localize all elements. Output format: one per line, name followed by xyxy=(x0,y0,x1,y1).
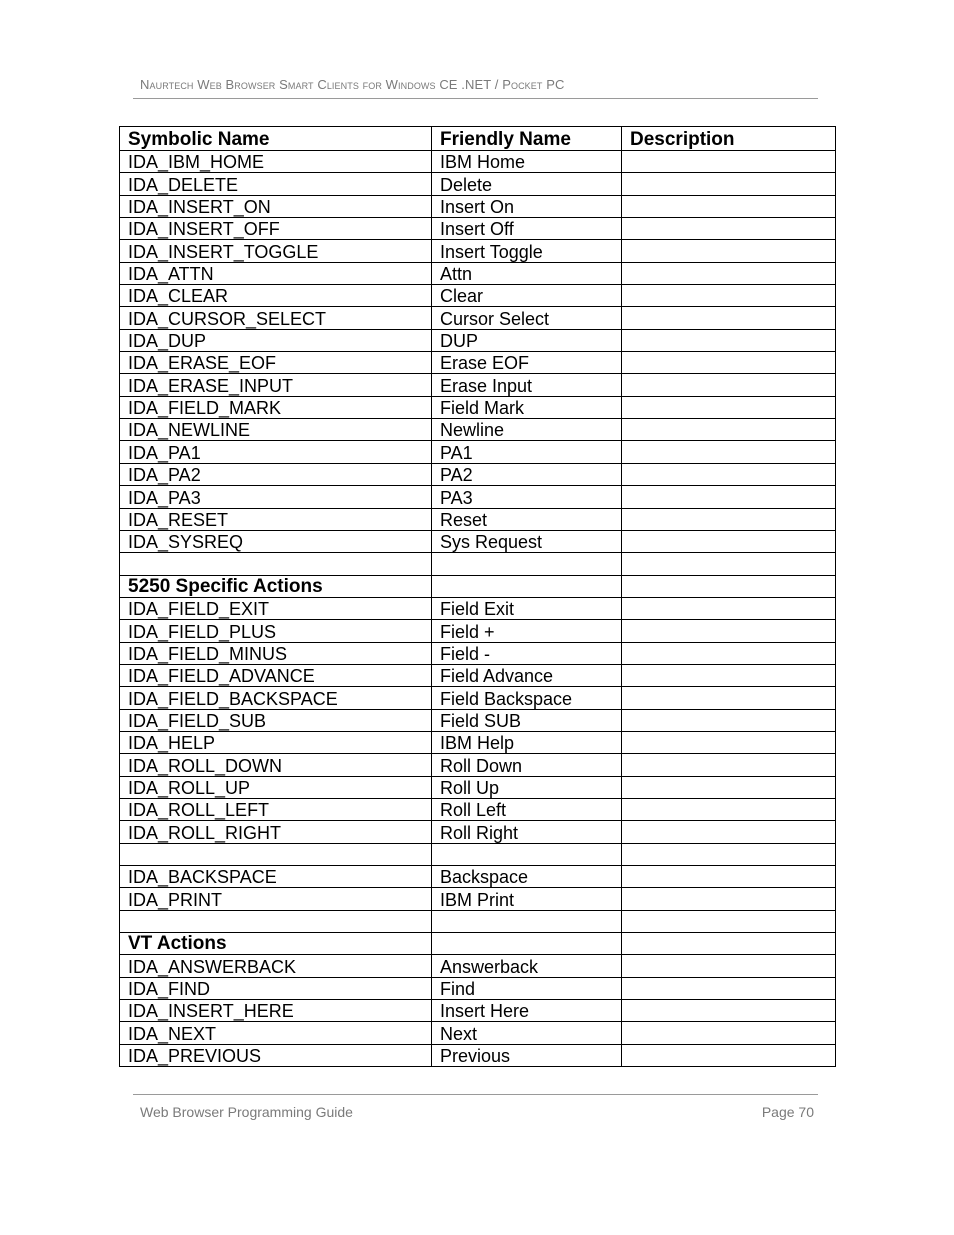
table-row xyxy=(120,307,836,329)
table-row xyxy=(120,977,836,999)
table-row xyxy=(120,441,836,463)
friendly-name-cell: Previous xyxy=(432,1044,622,1066)
friendly-name-cell: PA2 xyxy=(432,463,622,485)
description-cell xyxy=(622,597,836,619)
symbolic-name-cell: IDA_FIND xyxy=(120,977,432,999)
footer-divider xyxy=(133,1094,818,1095)
description-cell xyxy=(622,553,836,575)
description-cell xyxy=(622,240,836,262)
symbolic-name-cell: IDA_CLEAR xyxy=(120,285,432,307)
column-header-friendly-name: Friendly Name xyxy=(432,127,622,151)
symbolic-name-cell: IDA_ROLL_DOWN xyxy=(120,754,432,776)
description-cell xyxy=(622,866,836,888)
friendly-name-cell: Newline xyxy=(432,419,622,441)
table-row xyxy=(120,709,836,731)
symbolic-name-cell: IDA_CURSOR_SELECT xyxy=(120,307,432,329)
table-row xyxy=(120,1000,836,1022)
table-row xyxy=(120,240,836,262)
table-header-row xyxy=(120,127,836,151)
description-cell xyxy=(622,933,836,955)
symbolic-name-cell: IDA_FIELD_EXIT xyxy=(120,597,432,619)
symbolic-name-cell: IDA_HELP xyxy=(120,731,432,753)
actions-table xyxy=(119,126,836,1067)
table-row xyxy=(120,821,836,843)
friendly-name-cell xyxy=(432,575,622,597)
friendly-name-cell: Find xyxy=(432,977,622,999)
symbolic-name-cell: IDA_DUP xyxy=(120,329,432,351)
symbolic-name-cell: IDA_PRINT xyxy=(120,888,432,910)
friendly-name-cell xyxy=(432,843,622,865)
symbolic-name-cell: IDA_FIELD_SUB xyxy=(120,709,432,731)
friendly-name-cell: Roll Right xyxy=(432,821,622,843)
header-divider xyxy=(133,98,818,99)
description-cell xyxy=(622,888,836,910)
description-cell xyxy=(622,285,836,307)
description-cell xyxy=(622,798,836,820)
description-cell xyxy=(622,687,836,709)
symbolic-name-cell: IDA_DELETE xyxy=(120,173,432,195)
table-row xyxy=(120,620,836,642)
symbolic-name-cell: IDA_INSERT_HERE xyxy=(120,1000,432,1022)
friendly-name-cell: Field Exit xyxy=(432,597,622,619)
description-cell xyxy=(622,731,836,753)
symbolic-name-cell: IDA_ROLL_UP xyxy=(120,776,432,798)
description-cell xyxy=(622,352,836,374)
table-row xyxy=(120,419,836,441)
symbolic-name-cell: IDA_INSERT_TOGGLE xyxy=(120,240,432,262)
table-row xyxy=(120,195,836,217)
description-cell xyxy=(622,463,836,485)
symbolic-name-cell: IDA_ROLL_LEFT xyxy=(120,798,432,820)
friendly-name-cell xyxy=(432,910,622,932)
friendly-name-cell: Roll Down xyxy=(432,754,622,776)
table-row xyxy=(120,776,836,798)
table-row xyxy=(120,754,836,776)
symbolic-name-cell: IDA_PA1 xyxy=(120,441,432,463)
description-cell xyxy=(622,754,836,776)
table-row xyxy=(120,731,836,753)
friendly-name-cell: Insert Off xyxy=(432,218,622,240)
friendly-name-cell: Insert Here xyxy=(432,1000,622,1022)
symbolic-name-cell: IDA_ERASE_INPUT xyxy=(120,374,432,396)
symbolic-name-cell: IDA_RESET xyxy=(120,508,432,530)
symbolic-name-cell: IDA_INSERT_ON xyxy=(120,195,432,217)
symbolic-name-cell: IDA_INSERT_OFF xyxy=(120,218,432,240)
symbolic-name-cell: VT Actions xyxy=(120,933,432,955)
table-row xyxy=(120,798,836,820)
symbolic-name-cell: IDA_ERASE_EOF xyxy=(120,352,432,374)
symbolic-name-cell: IDA_SYSREQ xyxy=(120,530,432,552)
symbolic-name-cell: IDA_FIELD_PLUS xyxy=(120,620,432,642)
description-cell xyxy=(622,575,836,597)
symbolic-name-cell xyxy=(120,910,432,932)
table-row xyxy=(120,664,836,686)
friendly-name-cell: IBM Print xyxy=(432,888,622,910)
symbolic-name-cell: IDA_FIELD_MINUS xyxy=(120,642,432,664)
description-cell xyxy=(622,195,836,217)
table-row xyxy=(120,1044,836,1066)
symbolic-name-cell: IDA_BACKSPACE xyxy=(120,866,432,888)
friendly-name-cell: Field Advance xyxy=(432,664,622,686)
friendly-name-cell: IBM Home xyxy=(432,151,622,173)
section-row xyxy=(120,575,836,597)
description-cell xyxy=(622,151,836,173)
description-cell xyxy=(622,486,836,508)
description-cell xyxy=(622,1044,836,1066)
friendly-name-cell xyxy=(432,933,622,955)
friendly-name-cell: PA1 xyxy=(432,441,622,463)
description-cell xyxy=(622,955,836,977)
symbolic-name-cell xyxy=(120,843,432,865)
symbolic-name-cell: IDA_PREVIOUS xyxy=(120,1044,432,1066)
description-cell xyxy=(622,374,836,396)
symbolic-name-cell: IDA_NEWLINE xyxy=(120,419,432,441)
friendly-name-cell: Answerback xyxy=(432,955,622,977)
table-row xyxy=(120,151,836,173)
description-cell xyxy=(622,1022,836,1044)
friendly-name-cell: Roll Left xyxy=(432,798,622,820)
table-row xyxy=(120,486,836,508)
table-row xyxy=(120,530,836,552)
footer-page-number: Page 70 xyxy=(761,1104,814,1120)
description-cell xyxy=(622,910,836,932)
friendly-name-cell: Attn xyxy=(432,262,622,284)
friendly-name-cell: Cursor Select xyxy=(432,307,622,329)
description-cell xyxy=(622,262,836,284)
symbolic-name-cell: IDA_NEXT xyxy=(120,1022,432,1044)
footer-guide-title: Web Browser Programming Guide xyxy=(140,1104,353,1120)
description-cell xyxy=(622,396,836,418)
column-header-symbolic-name: Symbolic Name xyxy=(120,127,432,151)
symbolic-name-cell: IDA_ANSWERBACK xyxy=(120,955,432,977)
table-row xyxy=(120,262,836,284)
description-cell xyxy=(622,307,836,329)
table-row xyxy=(120,888,836,910)
column-header-description: Description xyxy=(622,127,836,151)
table-row xyxy=(120,218,836,240)
symbolic-name-cell: IDA_FIELD_MARK xyxy=(120,396,432,418)
description-cell xyxy=(622,821,836,843)
friendly-name-cell: Roll Up xyxy=(432,776,622,798)
description-cell xyxy=(622,419,836,441)
friendly-name-cell: Sys Request xyxy=(432,530,622,552)
section-row xyxy=(120,933,836,955)
friendly-name-cell: Field Mark xyxy=(432,396,622,418)
friendly-name-cell: Field Backspace xyxy=(432,687,622,709)
symbolic-name-cell: IDA_ROLL_RIGHT xyxy=(120,821,432,843)
table-row xyxy=(120,955,836,977)
friendly-name-cell: Erase EOF xyxy=(432,352,622,374)
friendly-name-cell: Delete xyxy=(432,173,622,195)
description-cell xyxy=(622,620,836,642)
table-row xyxy=(120,352,836,374)
friendly-name-cell: Field SUB xyxy=(432,709,622,731)
symbolic-name-cell: IDA_IBM_HOME xyxy=(120,151,432,173)
table-row xyxy=(120,687,836,709)
description-cell xyxy=(622,173,836,195)
description-cell xyxy=(622,441,836,463)
friendly-name-cell: Insert On xyxy=(432,195,622,217)
friendly-name-cell: PA3 xyxy=(432,486,622,508)
symbolic-name-cell: IDA_ATTN xyxy=(120,262,432,284)
table-row xyxy=(120,374,836,396)
description-cell xyxy=(622,709,836,731)
description-cell xyxy=(622,642,836,664)
table-row xyxy=(120,508,836,530)
description-cell xyxy=(622,776,836,798)
description-cell xyxy=(622,664,836,686)
table-row xyxy=(120,642,836,664)
friendly-name-cell: Clear xyxy=(432,285,622,307)
description-cell xyxy=(622,843,836,865)
table-row xyxy=(120,910,836,932)
table-row xyxy=(120,1022,836,1044)
description-cell xyxy=(622,977,836,999)
description-cell xyxy=(622,218,836,240)
table-row xyxy=(120,597,836,619)
symbolic-name-cell: IDA_FIELD_ADVANCE xyxy=(120,664,432,686)
table-row xyxy=(120,463,836,485)
friendly-name-cell: Erase Input xyxy=(432,374,622,396)
friendly-name-cell: Reset xyxy=(432,508,622,530)
symbolic-name-cell: IDA_PA3 xyxy=(120,486,432,508)
symbolic-name-cell xyxy=(120,553,432,575)
table-body xyxy=(120,151,836,1067)
friendly-name-cell: Backspace xyxy=(432,866,622,888)
table-row xyxy=(120,553,836,575)
symbolic-name-cell: 5250 Specific Actions xyxy=(120,575,432,597)
description-cell xyxy=(622,530,836,552)
table-row xyxy=(120,866,836,888)
friendly-name-cell: Next xyxy=(432,1022,622,1044)
table-row xyxy=(120,173,836,195)
symbolic-name-cell: IDA_PA2 xyxy=(120,463,432,485)
page-header-title: Naurtech Web Browser Smart Clients for Windows CE .NET / Pocket PC xyxy=(140,77,565,92)
friendly-name-cell: Field - xyxy=(432,642,622,664)
table-row xyxy=(120,329,836,351)
table-row xyxy=(120,285,836,307)
table-row xyxy=(120,843,836,865)
description-cell xyxy=(622,329,836,351)
friendly-name-cell xyxy=(432,553,622,575)
friendly-name-cell: Field + xyxy=(432,620,622,642)
friendly-name-cell: IBM Help xyxy=(432,731,622,753)
friendly-name-cell: DUP xyxy=(432,329,622,351)
description-cell xyxy=(622,508,836,530)
description-cell xyxy=(622,1000,836,1022)
table-row xyxy=(120,396,836,418)
friendly-name-cell: Insert Toggle xyxy=(432,240,622,262)
symbolic-name-cell: IDA_FIELD_BACKSPACE xyxy=(120,687,432,709)
